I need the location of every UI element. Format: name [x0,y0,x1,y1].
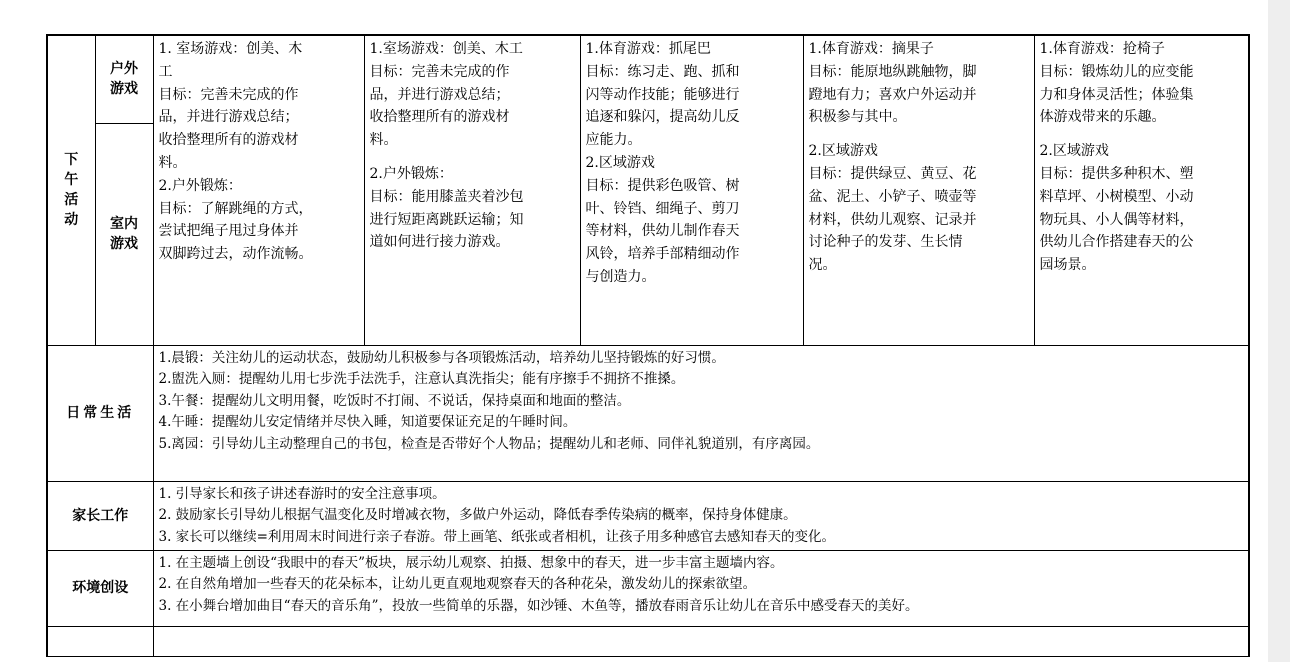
afternoon-cell-2 [364,35,580,345]
cell-line: 品，并进行游戏总结； [158,109,299,126]
cell-line: 双脚跨过去，动作流畅。 [158,246,313,263]
label-line: 室内 [110,216,138,232]
cell-body [581,36,803,289]
cell-line: 目标：提供绿豆、黄豆、花 [808,165,977,182]
cell-line: 料。 [158,154,187,171]
list-item: 1.晨锻：关注幼儿的运动状态，鼓励幼儿积极参与各项锻炼活动，培养幼儿坚持锻炼的好习惯。 [158,349,725,366]
environment-row [47,550,1249,626]
next-row [47,626,1249,656]
cell-line: 1. 室场游戏：创美、木 [158,41,303,57]
environment-content [153,550,1249,626]
label-line: 户外 [110,61,138,78]
list-item: 3. 家长可以继续=利用周末时间进行亲子春游。带上画笔、纸张或者相机，让孩子用多种感官去感知春天的变化。 [158,528,835,545]
cell-line: 道如何进行接力游戏。 [369,234,510,251]
indoor-label-text [110,214,138,254]
daily-life-list [154,346,1249,456]
cell-line: 2.区域游戏 [1039,143,1109,160]
cell-line: 等材料，供幼儿制作春天 [585,223,740,240]
cell-line: 园场景。 [1039,257,1096,274]
cell-line: 目标：完善未完成的作 [158,86,299,103]
cell-line: 风铃，培养手部精细动作 [585,246,740,263]
list-item: 3. 在小舞台增加曲目“春天的音乐角”，投放一些简单的乐器，如沙锤、木鱼等，播放春雨音乐让幼儿在音乐中感受春天的美好。 [158,597,919,614]
cell-line: 目标：能原地纵跳触物，脚 [808,63,977,80]
daily-life-content [153,345,1249,481]
cell-line: 叶、铃铛、细绳子、剪刀 [585,200,740,217]
label-line: 下 [64,152,79,169]
list-item: 2. 鼓励家长引导幼儿根据气温变化及时增减衣物，多做户外运动，降低春季传染病的概率，保持身体健康。 [158,507,797,524]
parent-work-list [154,482,1249,549]
list-item: 2. 在自然角增加一些春天的花朵标本，让幼儿更直观地观察春天的各种花朵，激发幼儿的探索欲望。 [158,576,757,593]
daily-life-label: 日常生活 [47,345,153,481]
list-item: 5.离园：引导幼儿主动整理自己的书包，检查是否带好个人物品；提醒幼儿和老师、同伴礼貌道别，有序离园。 [158,435,820,452]
cell-line: 应能力。 [585,132,642,149]
cell-line: 1.体育游戏：抓尾巴 [585,41,711,57]
plan-table [46,34,1250,657]
daily-life-row [47,345,1249,481]
list-item: 1. 在主题墙上创设“我眼中的春天”板块，展示幼儿观察、拍摄、想象中的春天，进一步丰富主题墙内容。 [158,554,784,571]
cell-line: 力和身体灵活性；体验集 [1039,86,1194,103]
cell-line [370,152,576,163]
cell-line: 2.区域游戏 [585,154,655,171]
cell-line: 料草坪、小树模型、小动 [1039,188,1194,205]
afternoon-label-text [48,150,95,230]
outdoor-label [95,35,153,123]
cell-body [1035,36,1249,277]
cell-line: 积极参与其中。 [808,109,907,126]
list-item: 2.盥洗入厕：提醒幼儿用七步洗手法洗手，注意认真洗指尖；能有序擦手不拥挤不推搡。 [158,371,685,388]
cell-line [1040,129,1245,140]
scrollbar-track[interactable] [1268,0,1290,662]
list-item: 4.午睡：提醒幼儿安定情绪并尽快入睡，知道要保证充足的午睡时间。 [158,414,577,431]
cell-line: 料。 [369,132,398,149]
cell-line: 1.室场游戏：创美、木工 [369,41,523,57]
cell-line: 1.体育游戏：摘果子 [808,41,934,57]
environment-label: 环境创设 [47,550,153,626]
afternoon-cell-3 [580,35,803,345]
cell-line: 目标：能用膝盖夹着沙包 [369,188,524,205]
parent-work-row [47,481,1249,550]
next-row-content [153,626,1249,656]
cell-line: 供幼儿合作搭建春天的公 [1039,234,1194,251]
outdoor-label-text [110,59,138,99]
afternoon-outdoor-row [47,35,1249,123]
cell-line: 2.户外锻炼： [369,165,453,182]
parent-work-label: 家长工作 [47,481,153,550]
indoor-label [95,123,153,345]
label-line: 午 [64,172,79,189]
cell-line: 材料，供幼儿观察、记录并 [808,211,977,228]
cell-line: 2.区域游戏 [808,143,878,160]
label-line: 动 [64,212,79,229]
cell-line: 目标：提供彩色吸管、树 [585,177,740,194]
label-line: 游戏 [110,236,138,252]
cell-line: 2.户外锻炼： [158,177,242,194]
afternoon-cell-1 [153,35,364,345]
parent-work-content [153,481,1249,550]
cell-line: 蹬地有力；喜欢户外运动并 [808,86,977,103]
cell-line: 尝试把绳子甩过身体并 [158,223,299,240]
cell-line: 盆、泥土、小铲子、喷壶等 [808,188,977,205]
cell-line: 况。 [808,257,837,274]
cell-line: 进行短距离跳跃运输；知 [369,211,524,228]
cell-line: 与创造力。 [585,268,656,285]
cell-line: 目标：完善未完成的作 [369,63,510,80]
cell-line: 讨论种子的发芽、生长情 [808,234,963,251]
cell-line: 目标：了解跳绳的方式， [158,200,313,217]
label-line: 游戏 [110,81,138,98]
afternoon-label [47,35,95,345]
cell-line [809,129,1030,140]
cell-body [154,36,364,266]
list-item: 3.午餐：提醒幼儿文明用餐，吃饭时不打闹、不说话，保持桌面和地面的整洁。 [158,392,631,409]
cell-line: 追逐和躲闪，提高幼儿反 [585,109,740,126]
cell-body [365,36,580,254]
cell-line: 收拾整理所有的游戏材 [158,132,299,149]
cell-line: 目标：锻炼幼儿的应变能 [1039,63,1194,80]
cell-line: 体游戏带来的乐趣。 [1039,109,1166,126]
cell-line: 1.体育游戏：抢椅子 [1039,41,1165,57]
cell-line: 品，并进行游戏总结； [369,86,510,103]
cell-line: 目标：提供多种积木、塑 [1039,165,1194,182]
cell-line: 收拾整理所有的游戏材 [369,109,510,126]
afternoon-cell-4 [803,35,1034,345]
cell-body [804,36,1034,277]
list-item: 1. 引导家长和孩子讲述春游时的安全注意事项。 [158,485,446,502]
next-row-label [47,626,153,656]
cell-line: 工 [158,63,173,80]
environment-list [154,551,1249,618]
cell-line: 目标：练习走、跑、抓和 [585,63,740,80]
cell-line: 物玩具、小人偶等材料， [1039,211,1194,228]
cell-line: 闪等动作技能；能够进行 [585,86,740,103]
label-line: 活 [64,192,79,209]
afternoon-cell-5 [1034,35,1249,345]
